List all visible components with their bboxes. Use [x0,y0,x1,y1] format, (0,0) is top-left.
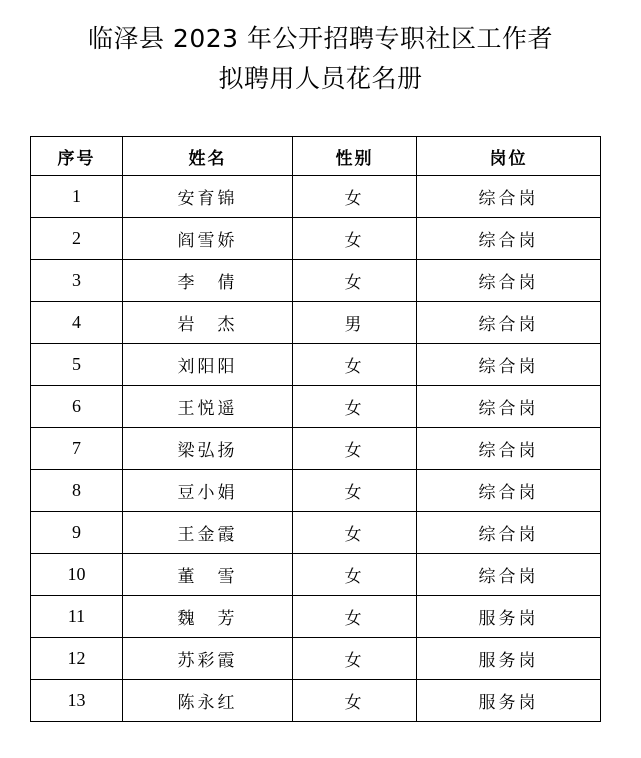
cell-post: 综合岗 [417,512,601,554]
table-header-row [31,137,601,176]
cell-gender: 女 [293,428,417,470]
table-row [31,554,601,596]
cell-name: 王金霞 [123,512,293,554]
cell-post: 服务岗 [417,680,601,722]
cell-post: 综合岗 [417,386,601,428]
table-row [31,638,601,680]
table-row [31,512,601,554]
table-row [31,176,601,218]
cell-post: 服务岗 [417,638,601,680]
table-row [31,260,601,302]
cell-name: 豆小娟 [123,470,293,512]
cell-serial-number: 8 [31,470,123,512]
header-gender: 性别 [293,137,417,176]
cell-gender: 女 [293,554,417,596]
cell-serial-number: 11 [31,596,123,638]
cell-name: 阎雪娇 [123,218,293,260]
cell-serial-number: 3 [31,260,123,302]
cell-post: 综合岗 [417,428,601,470]
cell-post: 综合岗 [417,344,601,386]
cell-serial-number: 10 [31,554,123,596]
cell-post: 综合岗 [417,554,601,596]
table-row [31,596,601,638]
cell-name: 岩 杰 [123,302,293,344]
document-title-line-1: 临泽县 2023 年公开招聘专职社区工作者 [87,24,554,53]
cell-serial-number: 6 [31,386,123,428]
header-name: 姓名 [123,137,293,176]
table-row [31,470,601,512]
cell-serial-number: 13 [31,680,123,722]
cell-name: 安育锦 [123,176,293,218]
cell-gender: 女 [293,638,417,680]
cell-serial-number: 4 [31,302,123,344]
cell-gender: 女 [293,260,417,302]
cell-name: 李 倩 [123,260,293,302]
table-row [31,428,601,470]
cell-serial-number: 7 [31,428,123,470]
cell-post: 服务岗 [417,596,601,638]
cell-serial-number: 5 [31,344,123,386]
header-serial-number: 序号 [31,137,123,176]
table-row [31,302,601,344]
cell-post: 综合岗 [417,260,601,302]
cell-gender: 男 [293,302,417,344]
personnel-roster-table [30,136,601,722]
cell-gender: 女 [293,386,417,428]
cell-name: 魏 芳 [123,596,293,638]
cell-post: 综合岗 [417,218,601,260]
cell-gender: 女 [293,596,417,638]
table-row [31,344,601,386]
header-post: 岗位 [417,137,601,176]
cell-serial-number: 1 [31,176,123,218]
cell-name: 王悦遥 [123,386,293,428]
cell-gender: 女 [293,512,417,554]
cell-serial-number: 12 [31,638,123,680]
document-title-line-2: 拟聘用人员花名册 [218,64,423,93]
cell-name: 梁弘扬 [123,428,293,470]
cell-post: 综合岗 [417,302,601,344]
cell-post: 综合岗 [417,176,601,218]
cell-gender: 女 [293,470,417,512]
cell-name: 陈永红 [123,680,293,722]
cell-name: 董 雪 [123,554,293,596]
table-row [31,218,601,260]
table-row [31,680,601,722]
cell-gender: 女 [293,176,417,218]
cell-name: 刘阳阳 [123,344,293,386]
cell-post: 综合岗 [417,470,601,512]
table-row [31,386,601,428]
cell-serial-number: 9 [31,512,123,554]
cell-gender: 女 [293,680,417,722]
cell-gender: 女 [293,344,417,386]
cell-name: 苏彩霞 [123,638,293,680]
cell-serial-number: 2 [31,218,123,260]
cell-gender: 女 [293,218,417,260]
